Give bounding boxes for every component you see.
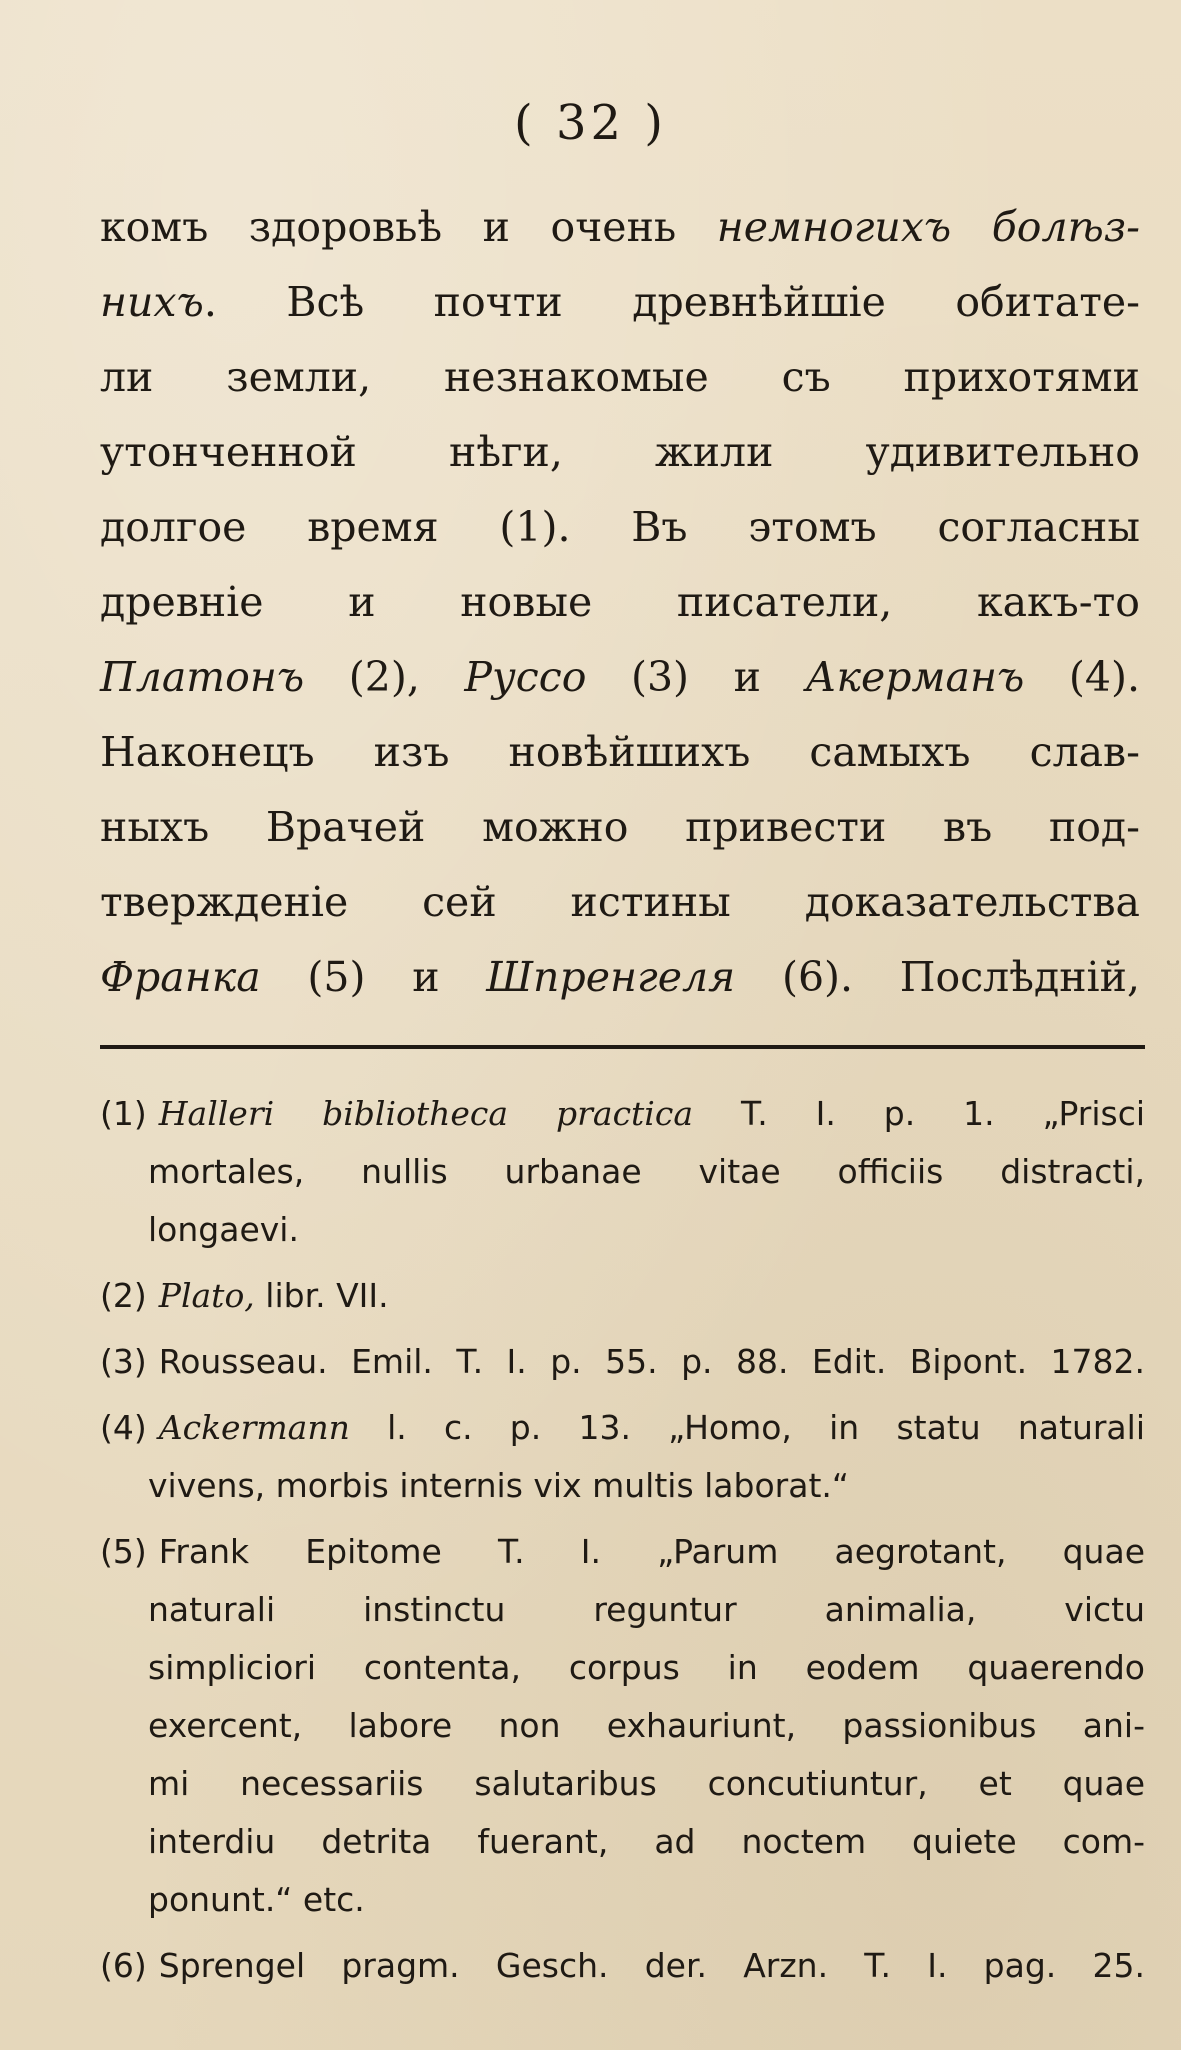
- body-line-6: древніе и новые писатели, какъ-то: [100, 578, 1140, 626]
- footnote-5-line-3: simpliciori contenta, corpus in eodem quaerendo: [148, 1648, 1145, 1687]
- body-line-11-b: (5) и: [260, 953, 487, 1001]
- footnote-1-line-1: [100, 1085, 1145, 1143]
- body-line-7-e: Акерманъ: [805, 653, 1025, 701]
- footnote-6: [100, 1937, 1145, 1995]
- page-number: ( 32 ): [513, 95, 668, 151]
- footnote-5-line-6: interdiu detrita fuerant, ad noctem quiete com-: [148, 1822, 1145, 1861]
- footnote-3-text: Rousseau. Emil. T. I. p. 55. p. 88. Edit. Bipont. 1782.: [158, 1342, 1145, 1381]
- body-line-5: долгое время (1). Въ этомъ согласны: [100, 503, 1140, 551]
- footnote-4-line-2: vivens, morbis internis vix multis laborat.“: [148, 1466, 849, 1505]
- footnote-2: [100, 1267, 1145, 1325]
- body-line-11: [100, 940, 1140, 1015]
- body-line-1: [100, 190, 1140, 265]
- body-line-11-c: Шпренгеля: [486, 953, 736, 1001]
- footnote-1-line-2: mortales, nullis urbanae vitae officiis distracti,: [148, 1152, 1145, 1191]
- body-line-10: твержденіе сей истины доказательства: [100, 878, 1140, 926]
- footnote-6-text: Sprengel pragm. Gesch. der. Arzn. T. I. pag. 25.: [158, 1946, 1145, 1985]
- footnote-1-marker: (1): [100, 1094, 147, 1133]
- footnote-rule: [100, 1045, 1145, 1049]
- footnote-2-rest: libr. VII.: [254, 1276, 389, 1315]
- body-line-3: ли земли, незнакомые съ прихотями: [100, 353, 1140, 401]
- footnote-2-marker: (2): [100, 1276, 147, 1315]
- footnote-5-marker: (5): [100, 1532, 147, 1571]
- body-line-11-a: Франка: [100, 953, 261, 1001]
- body-text: [100, 190, 1140, 1015]
- footnote-5-line-7: ponunt.“ etc.: [148, 1880, 365, 1919]
- footnote-5-line-5: mi necessariis salutaribus concutiuntur, et quae: [148, 1764, 1145, 1803]
- body-line-7-f: (4).: [1024, 653, 1140, 701]
- footnote-4-marker: (4): [100, 1408, 147, 1447]
- footnote-4: [100, 1399, 1145, 1515]
- footnote-5: [100, 1523, 1145, 1929]
- footnote-4-rest: l. c. p. 13. „Homo, in statu naturali: [349, 1408, 1145, 1447]
- body-line-7: [100, 640, 1140, 715]
- footnote-1-title: Halleri bibliotheca practica: [158, 1094, 694, 1133]
- body-line-7-c: Руссо: [464, 653, 587, 701]
- footnote-6-line-1: [100, 1937, 1145, 1995]
- footnote-1: [100, 1085, 1145, 1259]
- footnote-5-text: Frank Epitome T. I. „Parum aegrotant, quae: [158, 1532, 1145, 1571]
- footnote-4-line-1: [100, 1399, 1145, 1457]
- footnote-3-marker: (3): [100, 1342, 147, 1381]
- footnote-1-line-3: longaevi.: [148, 1210, 299, 1249]
- body-line-7-d: (3) и: [586, 653, 806, 701]
- body-line-4: утонченной нѣги, жили удивительно: [100, 428, 1140, 476]
- body-line-2-b: . Всѣ почти древнѣйшіе обитате-: [203, 278, 1140, 326]
- body-line-2: [100, 265, 1140, 340]
- body-line-7-b: (2),: [304, 653, 465, 701]
- body-line-2-a: нихъ: [100, 278, 204, 326]
- footnote-2-title: Plato,: [158, 1276, 255, 1315]
- footnote-5-line-1: [100, 1523, 1145, 1581]
- footnotes: [100, 1085, 1145, 2003]
- body-line-11-d: (6). Послѣдній,: [735, 953, 1140, 1001]
- body-line-9: ныхъ Врачей можно привести въ под-: [100, 803, 1140, 851]
- footnote-6-marker: (6): [100, 1946, 147, 1985]
- body-line-8: Наконецъ изъ новѣйшихъ самыхъ слав-: [100, 728, 1140, 776]
- body-line-1-a: комъ здоровьѣ и очень: [100, 203, 717, 251]
- body-line-1-b: немногихъ болѣз-: [716, 203, 1140, 251]
- footnote-3: [100, 1333, 1145, 1391]
- footnote-2-line-1: [100, 1267, 1145, 1325]
- footnote-1-rest: T. I. p. 1. „Prisci: [693, 1094, 1146, 1133]
- footnote-5-line-4: exercent, labore non exhauriunt, passionibus ani-: [148, 1706, 1145, 1745]
- body-line-7-a: Платонъ: [100, 653, 305, 701]
- footnote-5-line-2: naturali instinctu reguntur animalia, victu: [148, 1590, 1145, 1629]
- footnote-3-line-1: [100, 1333, 1145, 1391]
- footnote-4-title: Ackermann: [158, 1408, 350, 1447]
